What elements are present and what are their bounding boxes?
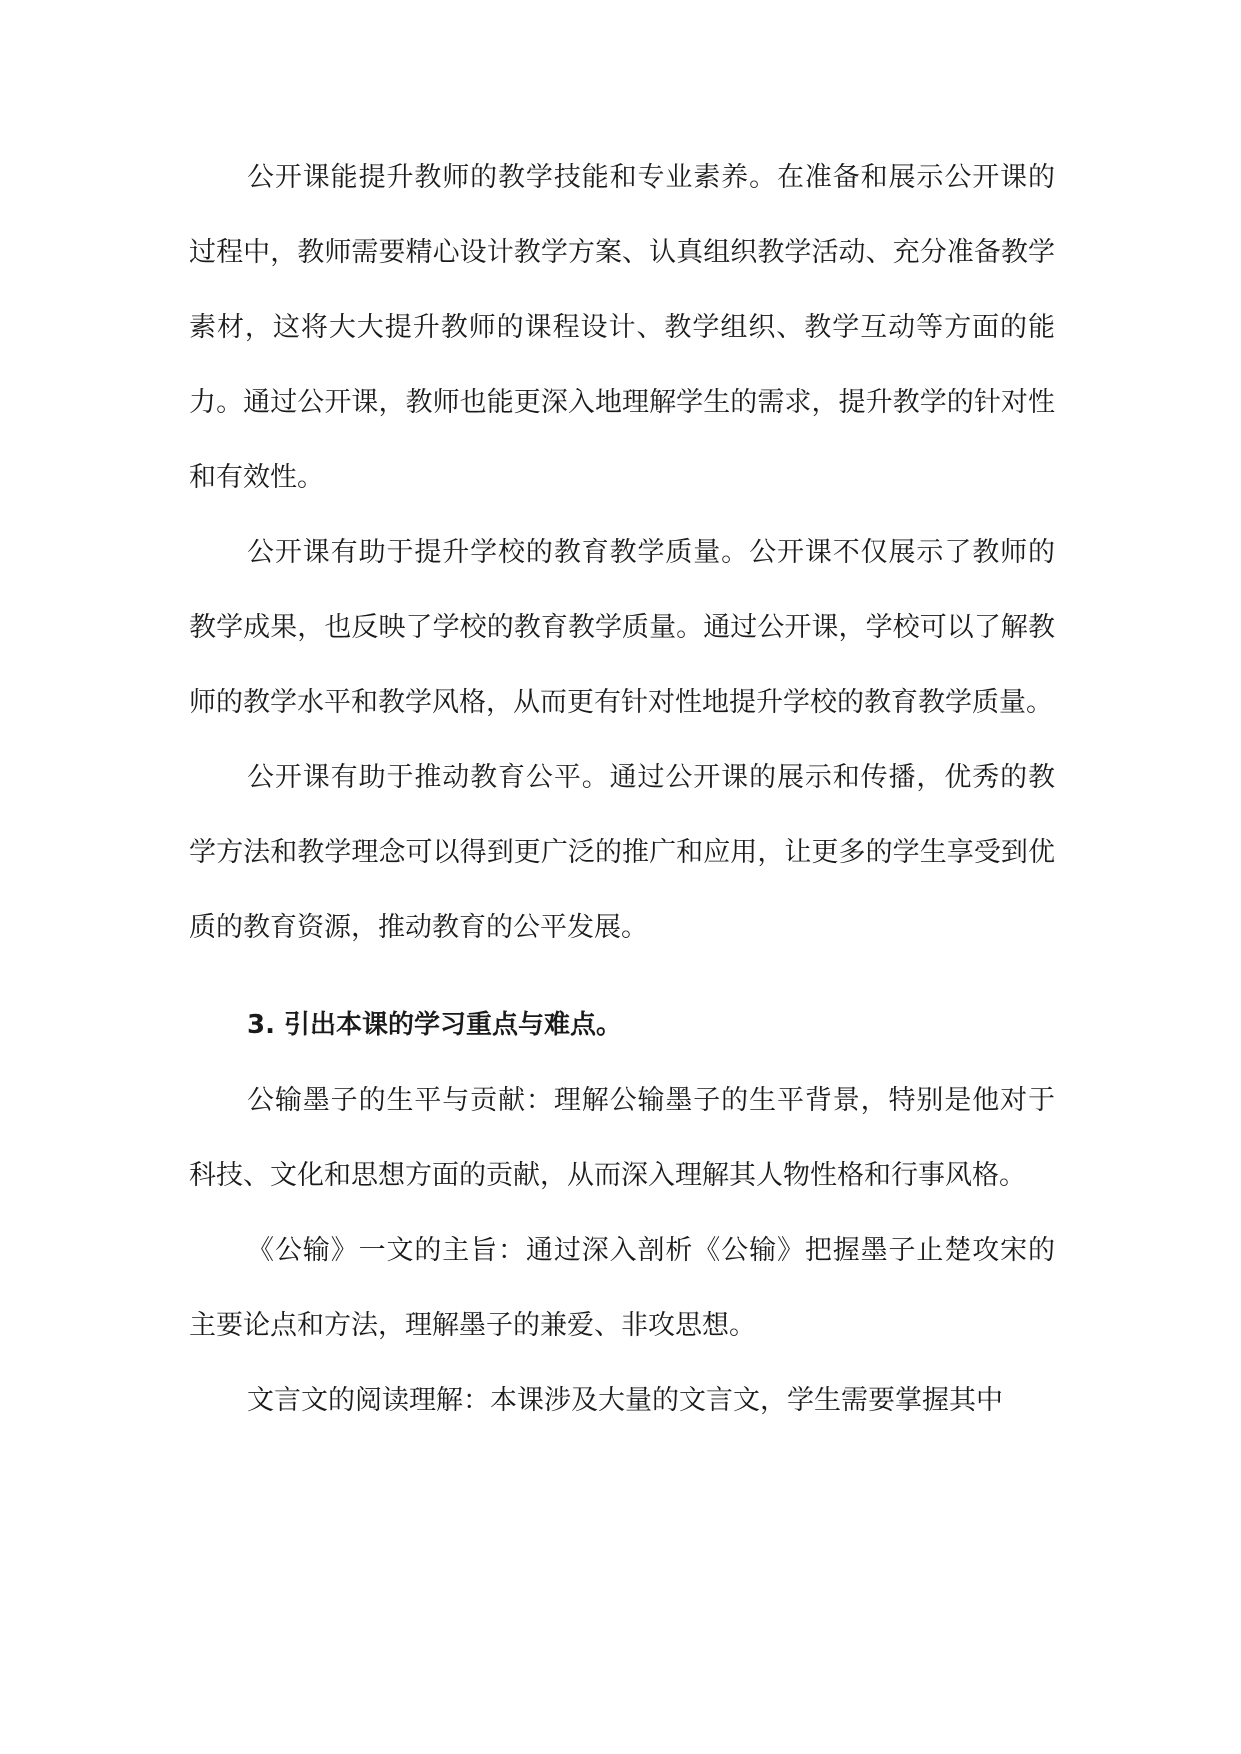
paragraph-teacher-skills: 公开课能提升教师的教学技能和专业素养。在准备和展示公开课的过程中，教师需要精心设计教学方案、认真组织教学活动、充分准备教学素材，这将大大提升教师的课程设计、教学组织、教学互动等方面的能力。通过公开课，教师也能更深入地理解学生的需求，提升教学的针对性和有效性。 — [189, 162, 1055, 493]
paragraph-education-equity: 公开课有助于推动教育公平。通过公开课的展示和传播，优秀的教学方法和教学理念可以得到更广泛的推广和应用，让更多的学生享受到优质的教育资源，推动教育的公平发展。 — [189, 762, 1055, 943]
paragraph-mozi-biography: 公输墨子的生平与贡献：理解公输墨子的生平背景，特别是他对于科技、文化和思想方面的贡献，从而深入理解其人物性格和行事风格。 — [189, 1085, 1055, 1191]
paragraph-classical-reading: 文言文的阅读理解：本课涉及大量的文言文，学生需要掌握其中 — [247, 1385, 1003, 1416]
document-body — [189, 140, 1055, 1438]
paragraph-gongshu-theme: 《公输》一文的主旨：通过深入剖析《公输》把握墨子止楚攻宋的主要论点和方法，理解墨子的兼爱、非攻思想。 — [189, 1235, 1055, 1341]
section-heading: 3. 引出本课的学习重点与难点。 — [247, 1010, 623, 1040]
paragraph-school-quality: 公开课有助于提升学校的教育教学质量。公开课不仅展示了教师的教学成果，也反映了学校的教育教学质量。通过公开课，学校可以了解教师的教学水平和教学风格，从而更有针对性地提升学校的教育教学质量。 — [189, 537, 1055, 718]
